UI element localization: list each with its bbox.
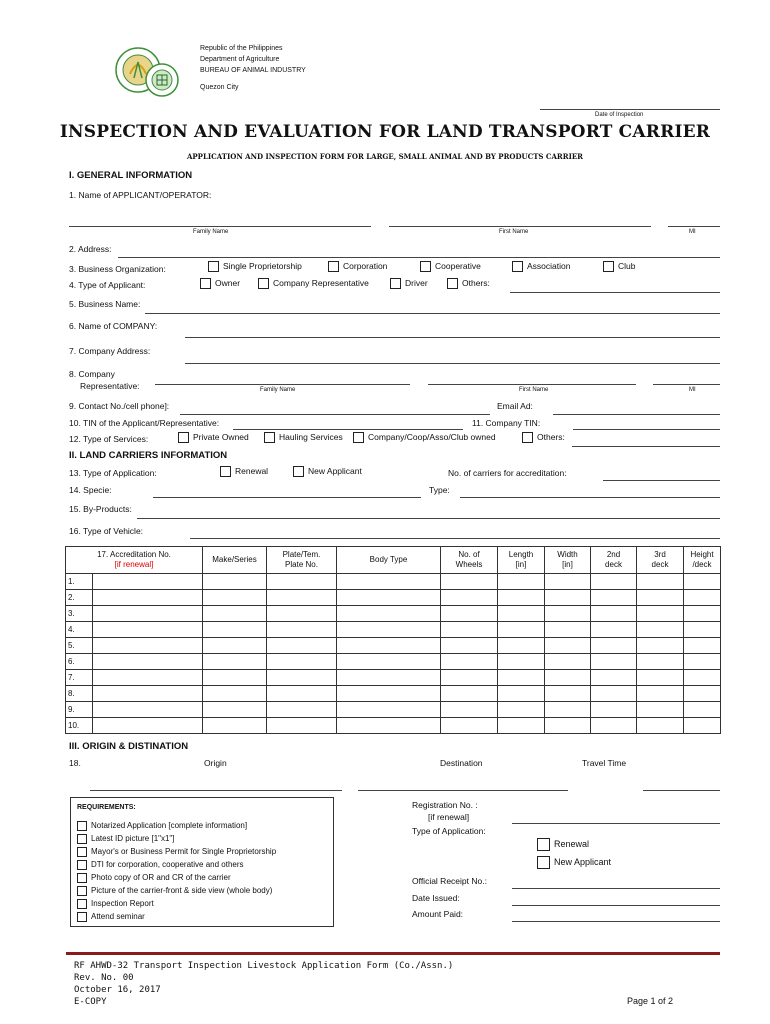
requirement-item[interactable]: Photo copy of OR and CR of the carrier <box>77 871 276 884</box>
row-number: 9. <box>66 702 93 717</box>
office-option-renewal[interactable]: Renewal <box>537 838 589 851</box>
row-number: 6. <box>66 654 93 669</box>
footer-copy: E-COPY <box>74 997 107 1007</box>
requirements-title: REQUIREMENTS: <box>77 804 136 811</box>
table-cell[interactable] <box>267 590 337 606</box>
col-make: Make/Series <box>203 547 267 574</box>
table-row <box>66 654 721 670</box>
checkbox-icon <box>77 847 87 857</box>
table-cell[interactable] <box>337 574 441 590</box>
checkbox-icon <box>522 432 533 443</box>
table-cell[interactable] <box>684 606 721 622</box>
table-cell[interactable] <box>203 670 267 686</box>
table-cell[interactable] <box>545 590 591 606</box>
table-cell[interactable] <box>637 670 684 686</box>
checkbox-icon <box>293 466 304 477</box>
row-number-cell[interactable] <box>66 606 203 622</box>
row-number-cell[interactable] <box>66 638 203 654</box>
office-option-new[interactable]: New Applicant <box>537 856 611 869</box>
app-option-renewal[interactable]: Renewal <box>220 466 268 477</box>
table-cell[interactable] <box>267 702 337 718</box>
table-cell[interactable] <box>637 654 684 670</box>
checkbox-icon <box>77 873 87 883</box>
table-cell[interactable] <box>441 638 498 654</box>
table-cell[interactable] <box>637 574 684 590</box>
table-cell[interactable] <box>545 718 591 734</box>
origin-label: Origin <box>204 758 227 768</box>
travel-time-label: Travel Time <box>582 758 627 768</box>
table-cell[interactable] <box>441 686 498 702</box>
col-body-type: Body Type <box>337 547 441 574</box>
company-name-label: 6. Name of COMPANY: <box>69 321 158 331</box>
table-cell[interactable] <box>267 670 337 686</box>
checkbox-icon <box>264 432 275 443</box>
footer-rule <box>66 952 720 955</box>
table-cell[interactable] <box>498 654 545 670</box>
checkbox-icon <box>420 261 431 272</box>
table-cell[interactable] <box>337 590 441 606</box>
table-cell[interactable] <box>591 606 637 622</box>
table-cell[interactable] <box>591 638 637 654</box>
destination-label: Destination <box>440 758 483 768</box>
service-others-field[interactable] <box>572 446 720 447</box>
email-field[interactable] <box>553 414 720 415</box>
table-cell[interactable] <box>337 638 441 654</box>
table-cell[interactable] <box>203 606 267 622</box>
tin-applicant-label: 10. TIN of the Applicant/Representative: <box>69 418 220 428</box>
org-option-corporation[interactable]: Corporation <box>328 261 387 272</box>
checkbox-icon <box>447 278 458 289</box>
rep-family-name-field[interactable] <box>155 384 410 385</box>
table-cell[interactable] <box>684 670 721 686</box>
app-option-new[interactable]: New Applicant <box>293 466 362 477</box>
business-name-label: 5. Business Name: <box>69 299 141 309</box>
table-cell[interactable] <box>441 590 498 606</box>
table-cell[interactable] <box>337 606 441 622</box>
checkbox-icon <box>77 912 87 922</box>
rep-first-name-field[interactable] <box>428 384 636 385</box>
checkbox-icon <box>390 278 401 289</box>
date-issued-field[interactable] <box>512 905 720 906</box>
rep-family-caption: Family Name <box>260 387 296 393</box>
checkbox-icon <box>77 899 87 909</box>
travel-time-field[interactable] <box>643 790 720 791</box>
type-of-application-label: Type of Application: <box>412 826 486 836</box>
applicant-family-name-field[interactable] <box>69 226 371 227</box>
table-cell[interactable] <box>337 670 441 686</box>
destination-field[interactable] <box>358 790 568 791</box>
row-number: 1. <box>66 574 93 589</box>
row-number-cell[interactable] <box>66 574 203 590</box>
service-option-hauling[interactable]: Hauling Services <box>264 432 343 443</box>
org-option-association[interactable]: Association <box>512 261 570 272</box>
applicant-option-driver[interactable]: Driver <box>390 278 428 289</box>
table-cell[interactable] <box>267 654 337 670</box>
table-cell[interactable] <box>545 654 591 670</box>
email-label: Email Ad: <box>497 401 533 411</box>
table-cell[interactable] <box>637 590 684 606</box>
table-cell[interactable] <box>203 654 267 670</box>
requirement-item[interactable]: DTI for corporation, cooperative and others <box>77 858 276 871</box>
amount-paid-label: Amount Paid: <box>412 909 464 919</box>
contact-field[interactable] <box>180 414 490 415</box>
table-cell[interactable] <box>267 606 337 622</box>
requirements-box <box>70 797 334 927</box>
checkbox-icon <box>77 860 87 870</box>
rep-mi-caption: MI <box>689 387 696 393</box>
checkbox-icon <box>537 856 550 869</box>
date-of-inspection-field[interactable] <box>540 109 720 110</box>
header-republic: Republic of the Philippines <box>200 45 283 52</box>
checkbox-icon <box>178 432 189 443</box>
row-number: 3. <box>66 606 93 621</box>
company-name-field[interactable] <box>185 337 720 338</box>
business-name-field[interactable] <box>145 313 720 314</box>
row-number: 2. <box>66 590 93 605</box>
requirement-item[interactable]: Mayor's or Business Permit for Single Proprietorship <box>77 845 276 858</box>
table-cell[interactable] <box>684 638 721 654</box>
registration-no-field[interactable] <box>512 823 720 824</box>
applicant-option-owner[interactable]: Owner <box>200 278 240 289</box>
table-cell[interactable] <box>684 654 721 670</box>
table-row <box>66 606 721 622</box>
table-cell[interactable] <box>203 718 267 734</box>
applicant-option-others[interactable]: Others: <box>447 278 490 289</box>
table-cell[interactable] <box>637 638 684 654</box>
address-field[interactable] <box>118 257 720 258</box>
table-cell[interactable] <box>498 622 545 638</box>
service-option-others[interactable]: Others: <box>522 432 565 443</box>
table-cell[interactable] <box>498 702 545 718</box>
table-cell[interactable] <box>545 574 591 590</box>
requirement-item[interactable]: Picture of the carrier-front & side view (whole body) <box>77 884 276 897</box>
applicant-others-field[interactable] <box>510 292 720 293</box>
carrier-table <box>65 546 721 734</box>
amount-paid-field[interactable] <box>512 921 720 922</box>
carriers-count-field[interactable] <box>603 480 720 481</box>
table-cell[interactable] <box>591 702 637 718</box>
address-label: 2. Address: <box>69 244 112 254</box>
table-cell[interactable] <box>591 622 637 638</box>
table-cell[interactable] <box>684 718 721 734</box>
type-field[interactable] <box>460 497 720 498</box>
checkbox-icon <box>258 278 269 289</box>
official-receipt-label: Official Receipt No.: <box>412 876 487 886</box>
org-option-cooperative[interactable]: Cooperative <box>420 261 481 272</box>
form-subtitle: APPLICATION AND INSPECTION FORM FOR LARGE, SMALL ANIMAL AND BY PRODUCTS CARRIER <box>186 152 583 161</box>
row-number-cell[interactable] <box>66 622 203 638</box>
requirement-item[interactable]: Attend seminar <box>77 910 276 923</box>
table-cell[interactable] <box>591 718 637 734</box>
section-general-info-heading: I. GENERAL INFORMATION <box>69 170 193 181</box>
table-cell[interactable] <box>684 702 721 718</box>
checkbox-icon <box>77 821 87 831</box>
table-cell[interactable] <box>337 718 441 734</box>
table-header-row <box>66 547 721 574</box>
row-number-cell[interactable] <box>66 590 203 606</box>
table-cell[interactable] <box>337 622 441 638</box>
table-cell[interactable] <box>637 702 684 718</box>
table-cell[interactable] <box>337 702 441 718</box>
row-number-cell[interactable] <box>66 654 203 670</box>
service-option-company[interactable]: Company/Coop/Asso/Club owned <box>353 432 496 443</box>
table-cell[interactable] <box>498 638 545 654</box>
table-row <box>66 590 721 606</box>
requirement-item[interactable]: Inspection Report <box>77 897 276 910</box>
col-plate: Plate/Tem. Plate No. <box>267 547 337 574</box>
table-cell[interactable] <box>203 638 267 654</box>
vehicle-type-field[interactable] <box>190 538 720 539</box>
header-bureau: BUREAU OF ANIMAL INDUSTRY <box>200 67 306 74</box>
vehicle-type-label: 16. Type of Vehicle: <box>69 526 144 536</box>
table-cell[interactable] <box>203 622 267 638</box>
table-cell[interactable] <box>637 606 684 622</box>
checkbox-icon <box>208 261 219 272</box>
renewal-note: [if renewal] <box>114 560 154 569</box>
table-cell[interactable] <box>684 590 721 606</box>
checkbox-icon <box>353 432 364 443</box>
rep-mi-field[interactable] <box>653 384 720 385</box>
carriers-count-label: No. of carriers for accreditation: <box>448 468 567 478</box>
table-cell[interactable] <box>545 638 591 654</box>
date-of-inspection-label: Date of Inspection <box>595 112 644 118</box>
table-row <box>66 718 721 734</box>
item-18-label: 18. <box>69 758 81 768</box>
table-cell[interactable] <box>545 702 591 718</box>
checkbox-icon <box>603 261 614 272</box>
table-cell[interactable] <box>591 574 637 590</box>
header-department: Department of Agriculture <box>200 56 280 63</box>
table-cell[interactable] <box>545 606 591 622</box>
rep-first-caption: First Name <box>519 387 549 393</box>
table-cell[interactable] <box>498 606 545 622</box>
services-label: 12. Type of Services: <box>69 434 149 444</box>
table-cell[interactable] <box>591 590 637 606</box>
row-number: 7. <box>66 670 93 685</box>
table-cell[interactable] <box>203 702 267 718</box>
section-land-carriers-heading: II. LAND CARRIERS INFORMATION <box>69 450 228 461</box>
applicant-option-rep[interactable]: Company Representative <box>258 278 369 289</box>
company-rep-label-2: Representative: <box>80 381 140 391</box>
table-cell[interactable] <box>337 686 441 702</box>
table-cell[interactable] <box>637 718 684 734</box>
col-wheels: No. of Wheels <box>441 547 498 574</box>
company-address-label: 7. Company Address: <box>69 346 151 356</box>
table-row <box>66 622 721 638</box>
col-2nd-deck: 2nd deck <box>591 547 637 574</box>
table-cell[interactable] <box>545 622 591 638</box>
table-cell[interactable] <box>545 686 591 702</box>
table-cell[interactable] <box>267 638 337 654</box>
checkbox-icon <box>200 278 211 289</box>
col-3rd-deck: 3rd deck <box>637 547 684 574</box>
bai-logo <box>110 44 190 104</box>
specie-field[interactable] <box>153 497 421 498</box>
table-cell[interactable] <box>441 702 498 718</box>
table-cell[interactable] <box>591 686 637 702</box>
application-type-label: 13. Type of Application: <box>69 468 157 478</box>
header-city: Quezon City <box>200 84 239 91</box>
checkbox-icon <box>512 261 523 272</box>
table-cell[interactable] <box>498 574 545 590</box>
form-title: INSPECTION AND EVALUATION FOR LAND TRANSPORT CARRIER <box>59 122 711 142</box>
applicant-mi-field[interactable] <box>668 226 720 227</box>
table-cell[interactable] <box>441 622 498 638</box>
table-cell[interactable] <box>637 622 684 638</box>
requirement-item[interactable]: Latest ID picture [1"x1"] <box>77 832 276 845</box>
table-cell[interactable] <box>203 574 267 590</box>
table-row <box>66 574 721 590</box>
table-cell[interactable] <box>441 574 498 590</box>
table-cell[interactable] <box>684 574 721 590</box>
company-rep-label-1: 8. Company <box>69 369 115 379</box>
company-address-field[interactable] <box>185 363 720 364</box>
table-cell[interactable] <box>591 670 637 686</box>
table-cell[interactable] <box>441 606 498 622</box>
col-accreditation: 17. Accreditation No. [if renewal] <box>66 547 203 574</box>
by-products-field[interactable] <box>137 518 720 519</box>
table-cell[interactable] <box>441 654 498 670</box>
table-cell[interactable] <box>337 654 441 670</box>
if-renewal-label: [if renewal] <box>428 812 470 822</box>
table-cell[interactable] <box>441 718 498 734</box>
checkbox-icon <box>77 834 87 844</box>
company-tin-label: 11. Company TIN: <box>472 418 541 428</box>
table-cell[interactable] <box>545 670 591 686</box>
row-number: 10. <box>66 718 93 733</box>
tin-applicant-field[interactable] <box>233 429 463 430</box>
applicant-first-name-field[interactable] <box>389 226 651 227</box>
date-issued-label: Date Issued: <box>412 893 460 903</box>
checkbox-icon <box>537 838 550 851</box>
origin-field[interactable] <box>90 790 342 791</box>
table-cell[interactable] <box>267 622 337 638</box>
table-cell[interactable] <box>203 590 267 606</box>
company-tin-field[interactable] <box>573 429 720 430</box>
type-label: Type: <box>429 485 450 495</box>
family-name-caption: Family Name <box>193 229 229 235</box>
table-cell[interactable] <box>498 686 545 702</box>
business-org-label: 3. Business Organization: <box>69 264 166 274</box>
org-option-club[interactable]: Club <box>603 261 635 272</box>
first-name-caption: First Name <box>499 229 529 235</box>
footer-form-code: RF AHWD-32 Transport Inspection Livestock Application Form (Co./Assn.) <box>74 961 454 971</box>
table-row <box>66 638 721 654</box>
checkbox-icon <box>220 466 231 477</box>
row-number-cell[interactable] <box>66 670 203 686</box>
requirement-item[interactable]: Notarized Application [complete information] <box>77 819 276 832</box>
checkbox-icon <box>77 886 87 896</box>
row-number: 5. <box>66 638 93 653</box>
table-cell[interactable] <box>203 686 267 702</box>
contact-label: 9. Contact No./cell phone]: <box>69 401 170 411</box>
table-cell[interactable] <box>498 718 545 734</box>
service-option-private[interactable]: Private Owned <box>178 432 249 443</box>
table-cell[interactable] <box>498 670 545 686</box>
section-origin-heading: III. ORIGIN & DISTINATION <box>69 741 189 752</box>
footer-date: October 16, 2017 <box>74 985 161 995</box>
applicant-name-label: 1. Name of APPLICANT/OPERATOR: <box>69 190 212 200</box>
col-height: Height /deck <box>684 547 721 574</box>
row-number: 8. <box>66 686 93 701</box>
table-row <box>66 686 721 702</box>
checkbox-icon <box>328 261 339 272</box>
row-number-cell[interactable] <box>66 702 203 718</box>
footer-revision: Rev. No. 00 <box>74 973 134 983</box>
table-cell[interactable] <box>441 670 498 686</box>
table-row <box>66 702 721 718</box>
row-number-cell[interactable] <box>66 718 203 734</box>
table-cell[interactable] <box>498 590 545 606</box>
specie-label: 14. Specie: <box>69 485 112 495</box>
table-cell[interactable] <box>637 686 684 702</box>
table-row <box>66 670 721 686</box>
org-option-single[interactable]: Single Proprietorship <box>208 261 302 272</box>
registration-no-label: Registration No. : <box>412 800 478 810</box>
table-cell[interactable] <box>267 718 337 734</box>
row-number: 4. <box>66 622 93 637</box>
applicant-type-label: 4. Type of Applicant: <box>69 280 146 290</box>
official-receipt-field[interactable] <box>512 888 720 889</box>
table-cell[interactable] <box>267 574 337 590</box>
by-products-label: 15. By-Products: <box>69 504 132 514</box>
table-cell[interactable] <box>591 654 637 670</box>
row-number-cell[interactable] <box>66 686 203 702</box>
table-cell[interactable] <box>684 686 721 702</box>
col-length: Length [in] <box>498 547 545 574</box>
col-width: Width [in] <box>545 547 591 574</box>
footer-page-number: Page 1 of 2 <box>627 996 674 1006</box>
mi-caption: MI <box>689 229 696 235</box>
table-cell[interactable] <box>684 622 721 638</box>
table-cell[interactable] <box>267 686 337 702</box>
